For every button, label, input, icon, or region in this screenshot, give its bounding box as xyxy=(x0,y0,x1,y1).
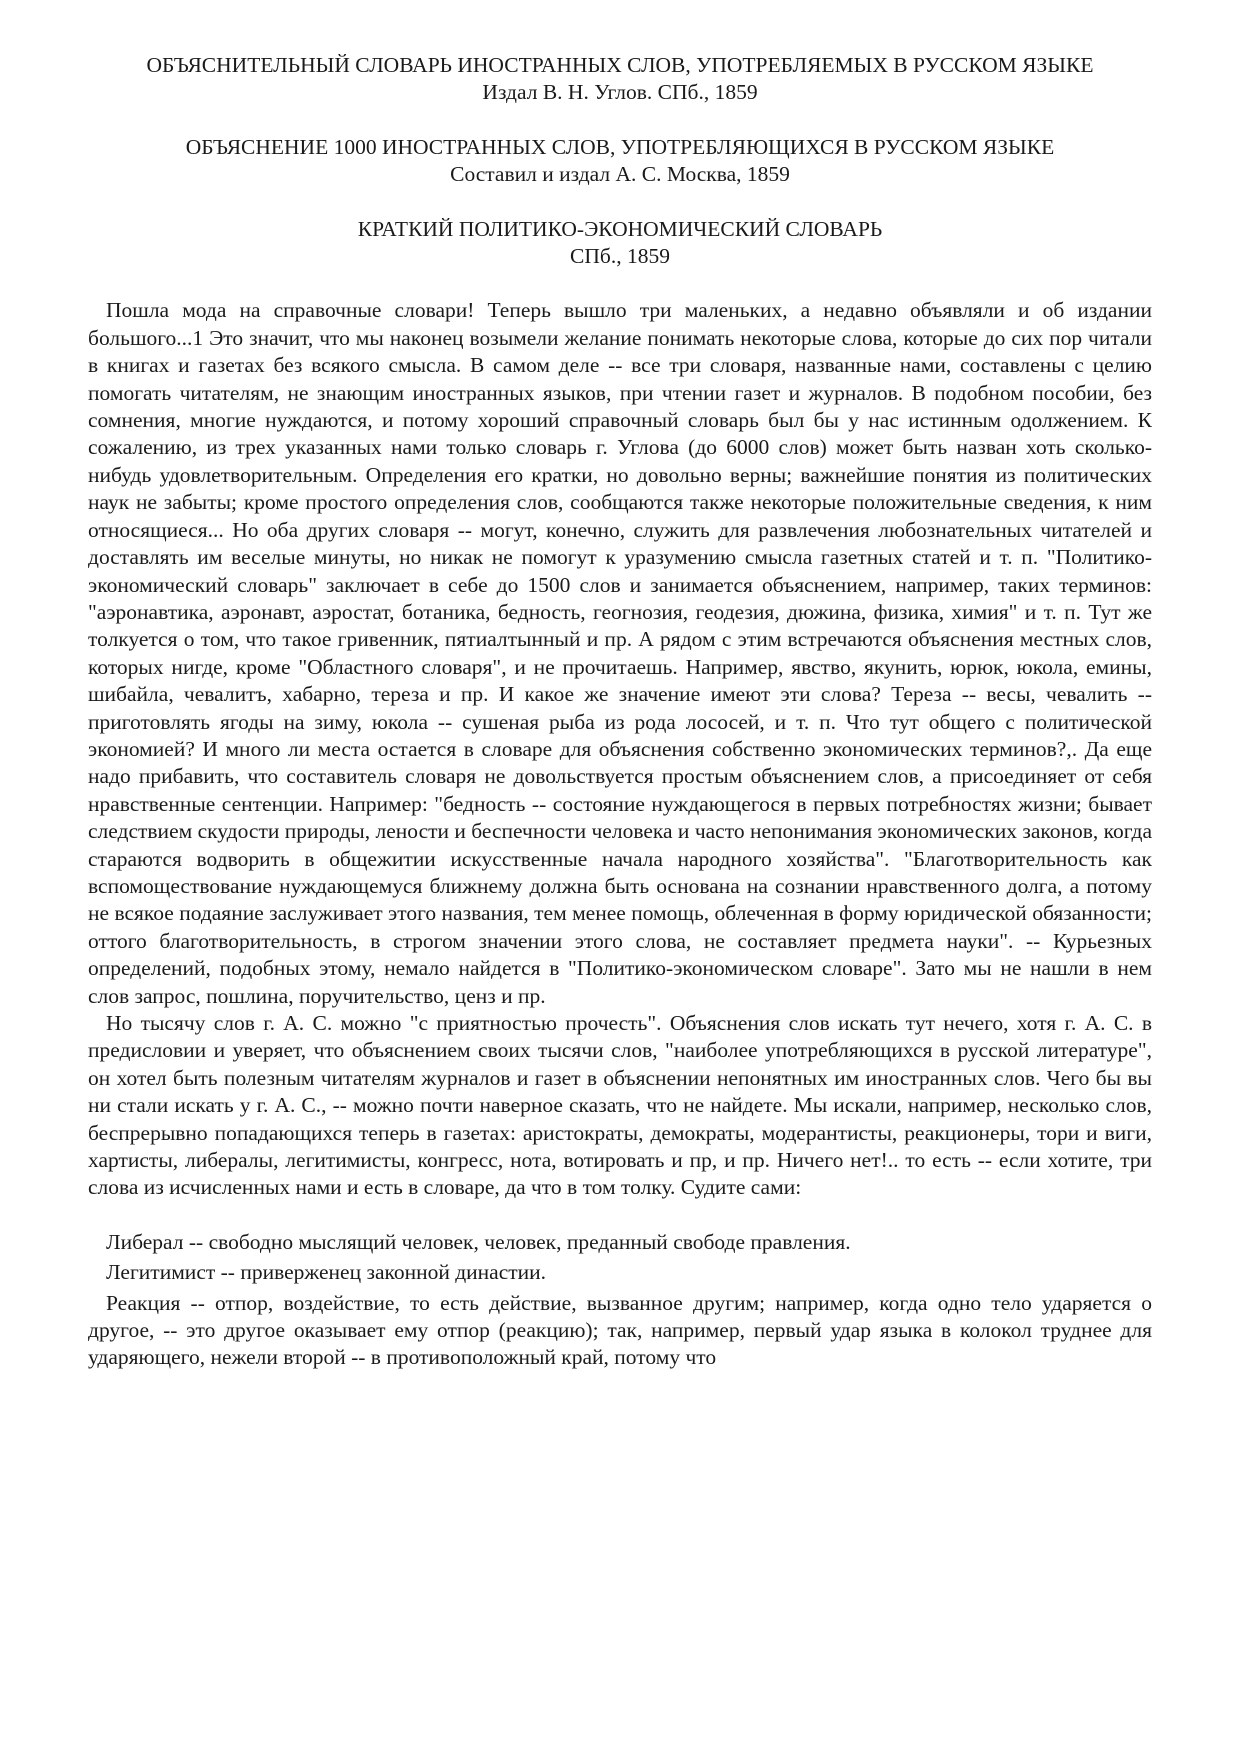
dictionary-entry-legitimist: Легитимист -- приверженец законной династии. xyxy=(106,1260,547,1285)
heading-1000-words xyxy=(88,134,1152,189)
heading-subtitle: Составил и издал А. С. Москва, 1859 xyxy=(450,162,790,187)
document-page xyxy=(88,52,1152,1375)
body-paragraph: Но тысячу слов г. А. С. можно "с приятностью прочесть". Объяснения слов искать тут нечего, хотя г. А. С. в предисловии и уверяет, что объяснением своих тысячи слов, "наиболее употребляющихся в русской литературе", он хотел быть полезным читателям журналов и газет в объяснении непонятных им иностранных слов. Чего бы вы ни стали искать у г. А. С., -- можно почти наверное сказать, что не найдете. Мы искали, например, несколько слов, беспрерывно попадающихся теперь в газетах: аристократы, демократы, модерантисты, реакционеры, тори и виги, хартисты, либералы, легитимисты, конгресс, нота, вотировать и пр, и пр. Ничего нет!.. то есть -- если хотите, три слова из исчисленных нами и есть в словаре, да что в том толку. Судите сами: xyxy=(88,1011,1152,1200)
paragraph-gap xyxy=(88,1202,1152,1229)
body-paragraph: Пошла мода на справочные словари! Теперь вышло три маленьких, а недавно объявляли и об издании большого...1 Это значит, что мы наконец возымели желание понимать некоторые слова, которые до сих пор читали в книгах и газетах без всякого смысла. В самом деле -- все три словаря, названные нами, составлены с целию помогать читателям, не знающим иностранных языков, при чтении газет и журналов. В подобном пособии, без сомнения, многие нуждаются, и потому хороший справочный словарь был бы у нас истинным одолжением. К сожалению, из трех указанных нами только словарь г. Углова (до 6000 слов) может быть назван хоть сколько-нибудь удовлетворительным. Определения его кратки, но довольно верны; важнейшие понятия из политических наук не забыты; кроме простого определения слов, сообщаются также некоторые положительные сведения, к ним относящиеся... Но оба других словаря -- могут, конечно, служить для развлечения любознательных читателей и доставлять им веселые минуты, но никак не помогут к уразумению смысла газетных статей и т. п. "Политико-экономический словарь" заключает в себе до 1500 слов и занимается объяснением, например, таких терминов: "аэронавтика, аэронавт, аэростат, ботаника, бедность, геогнозия, геодезия, дюжина, физика, химия" и т. п. Тут же толкуется о том, что такое гривенник, пятиалтынный и пр. А рядом с этим встречаются объяснения местных слов, которых нигде, кроме "Областного словаря", и не прочитаешь. Например, явство, якунить, юрюк, юкола, емины, шибайла, чевалитъ, хабарно, тереза и пр. И какое же значение имеют эти слова? Тереза -- весы, чевалить -- приготовлять ягоды на зиму, юкола -- сушеная рыба из рода лососей, и т. п. Что тут общего с политической экономией? И много ли места остается в словаре для объяснения собственно экономических терминов?,. Да еще надо прибавить, что составитель словаря не довольствуется простым объяснением слов, а присоединяет от себя нравственные сентенции. Например: "бедность -- состояние нуждающегося в первых потребностях жизни; бывает следствием скудости природы, лености и беспечности человека и часто непонимания экономических законов, когда стараются водворить в общежитии искусственные начала народного хозяйства". "Благотворительность как вспомоществование нуждающемуся ближнему должна быть основана на сознании нравственного долга, а потому не всякое подаяние заслуживает этого названия, тем менее помощь, облеченная в форму юридической обязанности; оттого благотворительность, в строгом значении этого слова, не составляет предмета науки". -- Курьезных определений, подобных этому, немало найдется в "Политико-экономическом словаре". Зато мы не нашли в нем слов запрос, пошлина, поручительство, ценз и пр. xyxy=(88,298,1152,1008)
dictionary-entry-liberal: Либерал -- свободно мыслящий человек, человек, преданный свободе правления. xyxy=(106,1229,851,1254)
heading-title: ОБЪЯСНЕНИЕ 1000 ИНОСТРАННЫХ СЛОВ, УПОТРЕБЛЯЮЩИХСЯ В РУССКОМ ЯЗЫКЕ xyxy=(185,134,1055,159)
heading-uglov-dictionary xyxy=(88,52,1152,107)
dictionary-entry-reaction: Реакция -- отпор, воздействие, то есть действие, вызванное другим; например, когда одно тело ударяется о другое, -- это другое оказывает ему отпор (реакцию); так, например, первый удар языка в колокол труднее для ударяющего, нежели второй -- в противоположный край, потому что xyxy=(88,1290,1152,1370)
heading-political-economic-dictionary xyxy=(88,216,1152,271)
heading-title: КРАТКИЙ ПОЛИТИКО-ЭКОНОМИЧЕСКИЙ СЛОВАРЬ xyxy=(357,216,883,241)
heading-title: ОБЪЯСНИТЕЛЬНЫЙ СЛОВАРЬ ИНОСТРАННЫХ СЛОВ, УПОТРЕБЛЯЕМЫХ В РУССКОМ ЯЗЫКЕ xyxy=(146,53,1094,77)
heading-subtitle: Издал В. Н. Углов. СПб., 1859 xyxy=(482,80,758,105)
heading-subtitle: СПб., 1859 xyxy=(570,244,670,269)
